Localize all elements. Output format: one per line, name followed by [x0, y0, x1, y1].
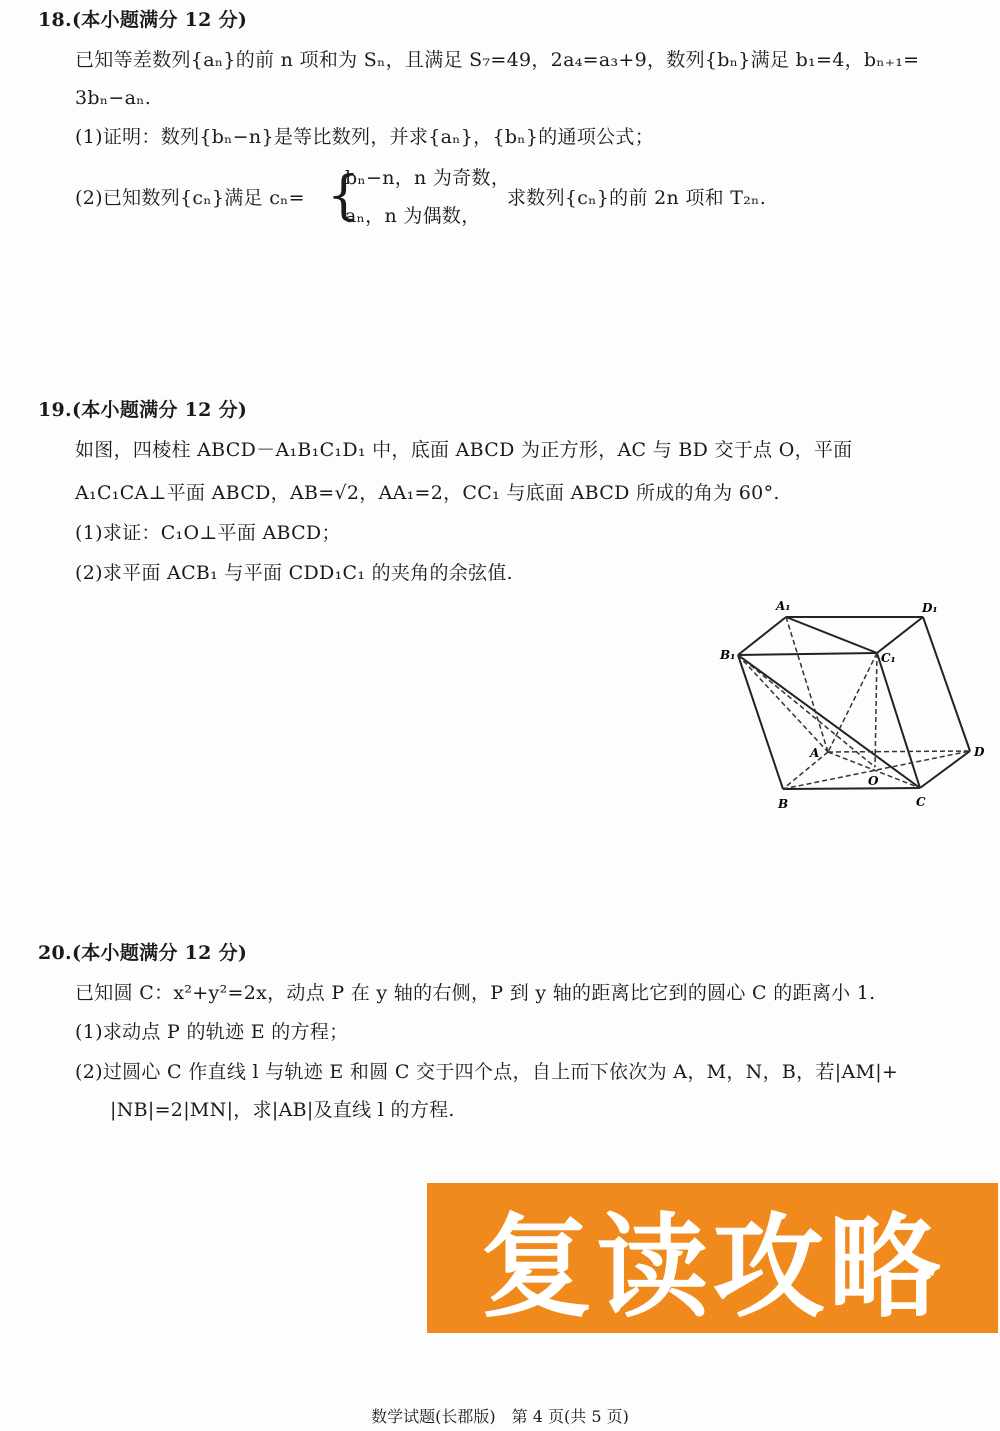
q18-part1: (1)证明：数列{bₙ−n}是等比数列，并求{aₙ}，{bₙ}的通项公式；: [75, 126, 655, 148]
label-A1: A₁: [776, 599, 791, 613]
page-footer: 数学试题(长郡版) 第 4 页(共 5 页): [371, 1407, 629, 1426]
q19-stem-line1: 如图，四棱柱 ABCD－A₁B₁C₁D₁ 中，底面 ABCD 为正方形，AC 与 BD 交于点 O，平面: [75, 439, 853, 461]
q19-part2: (2)求平面 ACB₁ 与平面 CDD₁C₁ 的夹角的余弦值.: [75, 562, 514, 584]
watermark-banner: [427, 1183, 998, 1333]
label-C: C: [916, 795, 926, 809]
watermark-text: 复读攻略: [480, 1202, 945, 1333]
q19-part1: (1)求证：C₁O⊥平面 ABCD；: [75, 522, 341, 544]
hidden-edges: [738, 617, 970, 789]
label-C1: C₁: [881, 651, 896, 665]
label-B: B: [778, 797, 789, 811]
label-O: O: [868, 774, 879, 788]
piecewise-brace: {: [327, 166, 361, 226]
q18-stem-line2: 3bₙ−aₙ.: [75, 87, 152, 109]
q19-header: 19.(本小题满分 12 分): [38, 399, 248, 421]
q20-part2-line2: |NB|=2|MN|，求|AB|及直线 l 的方程.: [110, 1099, 455, 1121]
q20-stem: 已知圆 C：x²+y²=2x，动点 P 在 y 轴的右侧，P 到 y 轴的距离比它到的圆心 C 的距离小 1.: [75, 982, 876, 1004]
q20-part2-line1: (2)过圆心 C 作直线 l 与轨迹 E 和圆 C 交于四个点，自上而下依次为 A，M，N，B，若|AM|+: [75, 1061, 899, 1083]
q18-part2-suffix: 求数列{cₙ}的前 2n 项和 T₂ₙ.: [507, 187, 767, 209]
q20-part1: (1)求动点 P 的轨迹 E 的方程；: [75, 1021, 349, 1043]
label-D: D: [974, 745, 985, 759]
q18-part2-prefix: (2)已知数列{cₙ}满足 cₙ=: [75, 187, 305, 209]
label-D1: D₁: [922, 601, 938, 615]
q18-header: 18.(本小题满分 12 分): [38, 9, 248, 31]
q18-case-even: aₙ，n 为偶数，: [345, 205, 481, 227]
q18-stem-line1: 已知等差数列{aₙ}的前 n 项和为 Sₙ，且满足 S₇=49，2a₄=a₃+9，数列{bₙ}满足 b₁=4，bₙ₊₁=: [75, 49, 920, 71]
q20-header: 20.(本小题满分 12 分): [38, 942, 248, 964]
solid-edges: [738, 617, 970, 789]
q19-stem-line2: A₁C₁CA⊥平面 ABCD，AB=√2，AA₁=2，CC₁ 与底面 ABCD 所成的角为 60°.: [75, 482, 780, 504]
label-B1: B₁: [720, 648, 736, 662]
q18-case-odd: bₙ−n，n 为奇数，: [345, 167, 511, 189]
label-A: A: [810, 746, 820, 760]
prism-figure: [700, 590, 1000, 820]
